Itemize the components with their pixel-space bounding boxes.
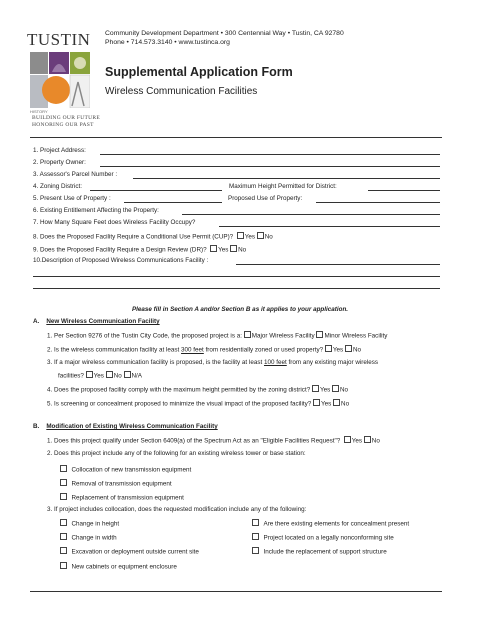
header-address: Community Development Department • 300 Centennial Way • Tustin, CA 92780 [105, 30, 344, 37]
cup-no-label: No [264, 233, 273, 241]
dr-label: 9. Does the Proposed Facility Require a Design Review (DR)? [33, 246, 207, 254]
a-q1-label: 1. Per Section 9276 of the Tustin City Code, the proposed project is a: [47, 332, 242, 340]
a-q3-no-checkbox[interactable] [106, 371, 113, 378]
b-q3-option [60, 519, 119, 529]
dr-yes-checkbox[interactable] [210, 245, 217, 252]
a-q3 [47, 359, 378, 367]
description-input-1[interactable] [236, 264, 440, 265]
logo-tagline-2: HONORING OUR PAST [32, 122, 94, 128]
proposed-use-label: Proposed Use of Property: [228, 195, 303, 202]
section-a-title: New Wireless Communication Facility [46, 318, 160, 325]
b-q3-label: 3. If project includes collocation, does the requested modification include any of the following: [47, 506, 307, 513]
b-q3-height-label: Change in height [71, 520, 120, 528]
project-address-label: 1. Project Address: [33, 147, 86, 154]
b-q2-replacement-checkbox[interactable] [60, 493, 67, 500]
b-q3-nonconforming-checkbox[interactable] [252, 533, 259, 540]
a-q4 [47, 385, 348, 395]
b-q1-yes-label: Yes [351, 437, 363, 445]
max-height-label: Maximum Height Permitted for District: [229, 183, 337, 190]
square-feet-input[interactable] [219, 226, 440, 227]
a-q5-yes-label: Yes [321, 400, 332, 408]
a-q2-pre: 2. Is the wireless communication facility at least [47, 346, 180, 354]
b-q1-label: 1. Does this project qualify under Section 6409(a) of the Spectrum Act as an "Eligible Facilities Request"? [47, 437, 341, 445]
b-q3-option [252, 519, 409, 529]
b-q3-option [60, 562, 177, 572]
existing-entitlement-label: 6. Existing Entitlement Affecting the Property: [33, 207, 159, 214]
section-a-heading [33, 318, 160, 326]
a-q3-yes-label: Yes [93, 372, 104, 380]
section-b-heading [33, 423, 218, 431]
existing-entitlement-input[interactable] [182, 214, 440, 215]
a-q2-yes-checkbox[interactable] [325, 345, 332, 352]
b-q2-collocation-label: Collocation of new transmission equipment [71, 466, 192, 474]
a-q4-yes-checkbox[interactable] [312, 385, 319, 392]
a-q3-line2: facilities? [58, 372, 84, 380]
header-contact: Phone • 714.573.3140 • www.tustinca.org [105, 39, 230, 46]
proposed-use-input[interactable] [316, 202, 440, 203]
a-q3-na-checkbox[interactable] [124, 371, 131, 378]
b-q3-height-checkbox[interactable] [60, 519, 67, 526]
b-q3-cabinets-checkbox[interactable] [60, 562, 67, 569]
a-q3-yes-checkbox[interactable] [86, 371, 93, 378]
b-q3-support-structure-label: Include the replacement of support structure [263, 548, 387, 556]
b-q1 [47, 436, 380, 446]
a-q3-no-label: No [113, 372, 122, 380]
b-q2-label: 2. Does this project include any of the following for an existing wireless tower or base station: [47, 450, 306, 457]
present-use-label: 5. Present Use of Property : [33, 195, 111, 202]
b-q3-concealment-label: Are there existing elements for concealment present [263, 520, 410, 528]
section-a-letter: A. [33, 318, 40, 325]
a-q2-yes-label: Yes [332, 346, 344, 354]
description-input-2[interactable] [33, 276, 440, 277]
a-q3-options [58, 371, 142, 381]
b-q2-option [60, 493, 184, 503]
b-q3-option [252, 533, 394, 543]
dr-yes-label: Yes [218, 246, 229, 254]
a-q5 [47, 399, 349, 409]
b-q3-nonconforming-label: Project located on a legally nonconforming site [263, 534, 394, 542]
a-q2-no-label: No [352, 346, 362, 354]
a-q4-no-checkbox[interactable] [332, 385, 339, 392]
parcel-number-label: 3. Assessor's Parcel Number : [33, 171, 118, 178]
b-q2-removal-label: Removal of transmission equipment [71, 480, 172, 488]
b-q3-option [60, 533, 117, 543]
a-q3-na-label: N/A [131, 372, 142, 380]
a-q2-post: from residentially zoned or used property? [205, 346, 324, 354]
b-q2-option [60, 479, 172, 489]
logo-history: HISTORY [30, 109, 48, 114]
b-q3-width-checkbox[interactable] [60, 533, 67, 540]
section-b-letter: B. [33, 423, 40, 430]
a-q5-no-label: No [341, 400, 350, 408]
description-label: 10.Description of Proposed Wireless Communications Facility : [33, 257, 209, 264]
a-q2-no-checkbox[interactable] [345, 345, 352, 352]
b-q3-option [60, 547, 199, 557]
b-q3-width-label: Change in width [71, 534, 117, 542]
dr-question [33, 245, 246, 255]
a-q3-distance: 100 feet [263, 359, 287, 366]
b-q1-yes-checkbox[interactable] [344, 436, 351, 443]
a-q4-yes-label: Yes [319, 386, 331, 394]
zoning-district-label: 4. Zoning District: [33, 183, 82, 190]
section-b-title: Modification of Existing Wireless Communication Facility [46, 423, 218, 430]
square-feet-label: 7. How Many Square Feet does Wireless Facility Occupy? [33, 219, 196, 226]
a-q2-distance: 300 feet [181, 346, 204, 354]
a-q5-yes-checkbox[interactable] [313, 399, 320, 406]
a-q4-no-label: No [339, 386, 349, 394]
a-q3-post: from any existing major wireless [288, 359, 379, 366]
logo-title: TUSTIN [27, 30, 91, 49]
b-q2-collocation-checkbox[interactable] [60, 465, 67, 472]
project-address-input[interactable] [100, 154, 440, 155]
a-q2 [47, 345, 361, 355]
dr-no-label: No [238, 246, 247, 254]
form-subtitle: Wireless Communication Facilities [105, 86, 258, 97]
b-q3-option [252, 547, 387, 557]
footer-divider [30, 591, 442, 592]
property-owner-input[interactable] [100, 166, 440, 167]
cup-label: 8. Does the Proposed Facility Require a Conditional Use Permit (CUP)? [33, 233, 234, 241]
instruction-text: Please fill in Section A and/or Section B as it applies to your application. [131, 306, 349, 313]
logo-tagline-1: BUILDING OUR FUTURE [32, 115, 101, 121]
max-height-input[interactable] [368, 190, 440, 191]
a-q4-label: 4. Does the proposed facility comply with the maximum height permitted by the zoning district? [47, 386, 311, 394]
b-q3-concealment-checkbox[interactable] [252, 519, 259, 526]
logo-graphic-icon [30, 52, 90, 108]
dr-no-checkbox[interactable] [230, 245, 237, 252]
b-q3-excavation-label: Excavation or deployment outside current site [71, 548, 199, 556]
b-q1-no-checkbox[interactable] [364, 436, 371, 443]
a-q1-major-label: Major Wireless Facility [251, 332, 315, 340]
header-divider [30, 137, 442, 138]
a-q5-no-checkbox[interactable] [333, 399, 340, 406]
a-q5-label: 5. Is screening or concealment proposed to minimize the visual impact of the proposed facility? [47, 400, 312, 408]
property-owner-label: 2. Property Owner: [33, 159, 86, 166]
a-q1-major-checkbox[interactable] [244, 331, 251, 338]
cup-yes-checkbox[interactable] [237, 232, 244, 239]
b-q2-option [60, 465, 191, 475]
form-title: Supplemental Application Form [105, 65, 293, 79]
b-q2-removal-checkbox[interactable] [60, 479, 67, 486]
a-q1-minor-checkbox[interactable] [316, 331, 323, 338]
a-q3-pre: 3. If a major wireless communication facility is proposed, is the facility at least [47, 359, 263, 366]
b-q3-cabinets-label: New cabinets or equipment enclosure [71, 563, 177, 571]
present-use-input[interactable] [124, 202, 222, 203]
zoning-district-input[interactable] [90, 190, 222, 191]
description-input-3[interactable] [33, 288, 440, 289]
cup-yes-label: Yes [244, 233, 255, 241]
cup-question [33, 232, 273, 242]
a-q1 [47, 331, 387, 341]
b-q3-support-structure-checkbox[interactable] [252, 547, 259, 554]
b-q1-no-label: No [371, 437, 380, 445]
parcel-number-input[interactable] [133, 178, 440, 179]
b-q3-excavation-checkbox[interactable] [60, 547, 67, 554]
b-q2-replacement-label: Replacement of transmission equipment [71, 494, 184, 502]
cup-no-checkbox[interactable] [257, 232, 264, 239]
a-q1-minor-label: Minor Wireless Facility [324, 332, 388, 340]
